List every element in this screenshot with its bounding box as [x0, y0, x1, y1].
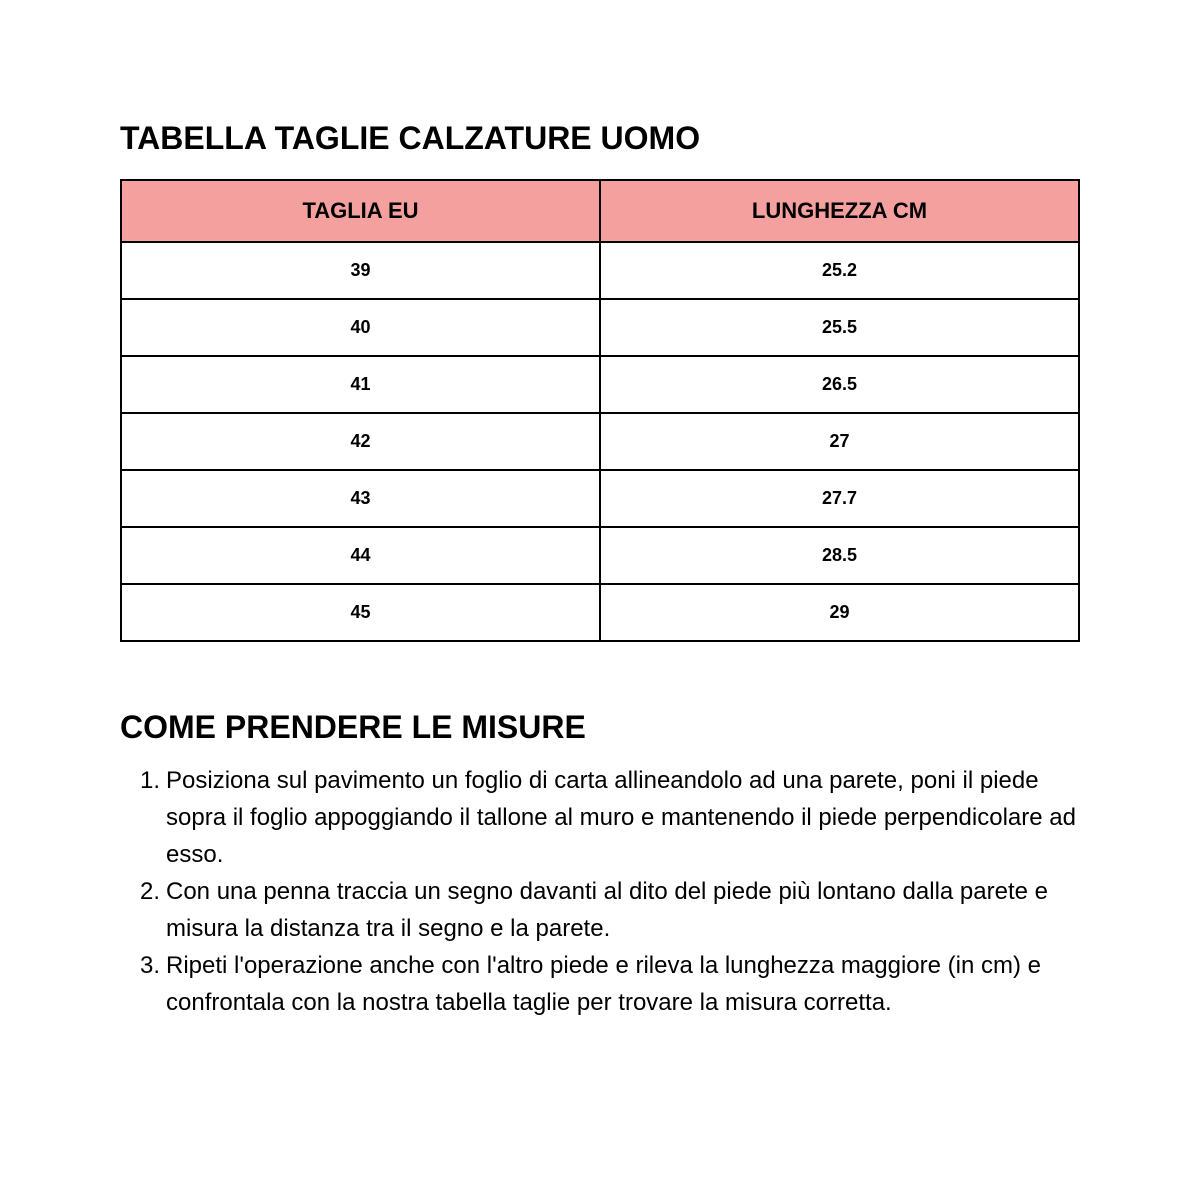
cell-eu-size: 40 — [121, 299, 600, 356]
cell-eu-size: 44 — [121, 527, 600, 584]
cell-eu-size: 45 — [121, 584, 600, 641]
step-text: Posiziona sul pavimento un foglio di carta allineandolo ad una parete, poni il piede sopra il foglio appoggiando il tallone al muro e mantenendo il piede perpendicolare ad esso. — [166, 767, 1076, 868]
step-number: 2. — [140, 878, 161, 905]
table-row — [121, 527, 1079, 584]
step-number: 1. — [140, 767, 161, 794]
cell-length-cm: 25.5 — [600, 299, 1079, 356]
table-row — [121, 299, 1079, 356]
cell-length-cm: 25.2 — [600, 242, 1079, 299]
table-row — [121, 470, 1079, 527]
cell-length-cm: 28.5 — [600, 527, 1079, 584]
step-text: Ripeti l'operazione anche con l'altro piede e rileva la lunghezza maggiore (in cm) e confrontala con la nostra tabella taglie per trovare la misura corretta. — [166, 952, 1041, 1016]
header-length-cm: LUNGHEZZA CM — [600, 180, 1079, 242]
page-title: TABELLA TAGLIE CALZATURE UOMO — [120, 120, 701, 156]
table-row — [121, 413, 1079, 470]
list-item — [120, 762, 1080, 873]
table-row — [121, 356, 1079, 413]
step-number: 3. — [140, 952, 161, 979]
table-row — [121, 584, 1079, 641]
cell-eu-size: 43 — [121, 470, 600, 527]
table-row — [121, 242, 1079, 299]
table-header-row — [121, 180, 1079, 242]
instructions-title: COME PRENDERE LE MISURE — [120, 709, 586, 745]
size-table — [120, 179, 1080, 642]
cell-length-cm: 29 — [600, 584, 1079, 641]
cell-eu-size: 41 — [121, 356, 600, 413]
list-item — [120, 873, 1080, 947]
list-item — [120, 947, 1080, 1021]
cell-length-cm: 27.7 — [600, 470, 1079, 527]
instructions-list — [120, 762, 1080, 1021]
cell-length-cm: 27 — [600, 413, 1079, 470]
step-text: Con una penna traccia un segno davanti al dito del piede più lontano dalla parete e misura la distanza tra il segno e la parete. — [166, 878, 1048, 942]
cell-length-cm: 26.5 — [600, 356, 1079, 413]
header-eu-size: TAGLIA EU — [121, 180, 600, 242]
cell-eu-size: 42 — [121, 413, 600, 470]
cell-eu-size: 39 — [121, 242, 600, 299]
